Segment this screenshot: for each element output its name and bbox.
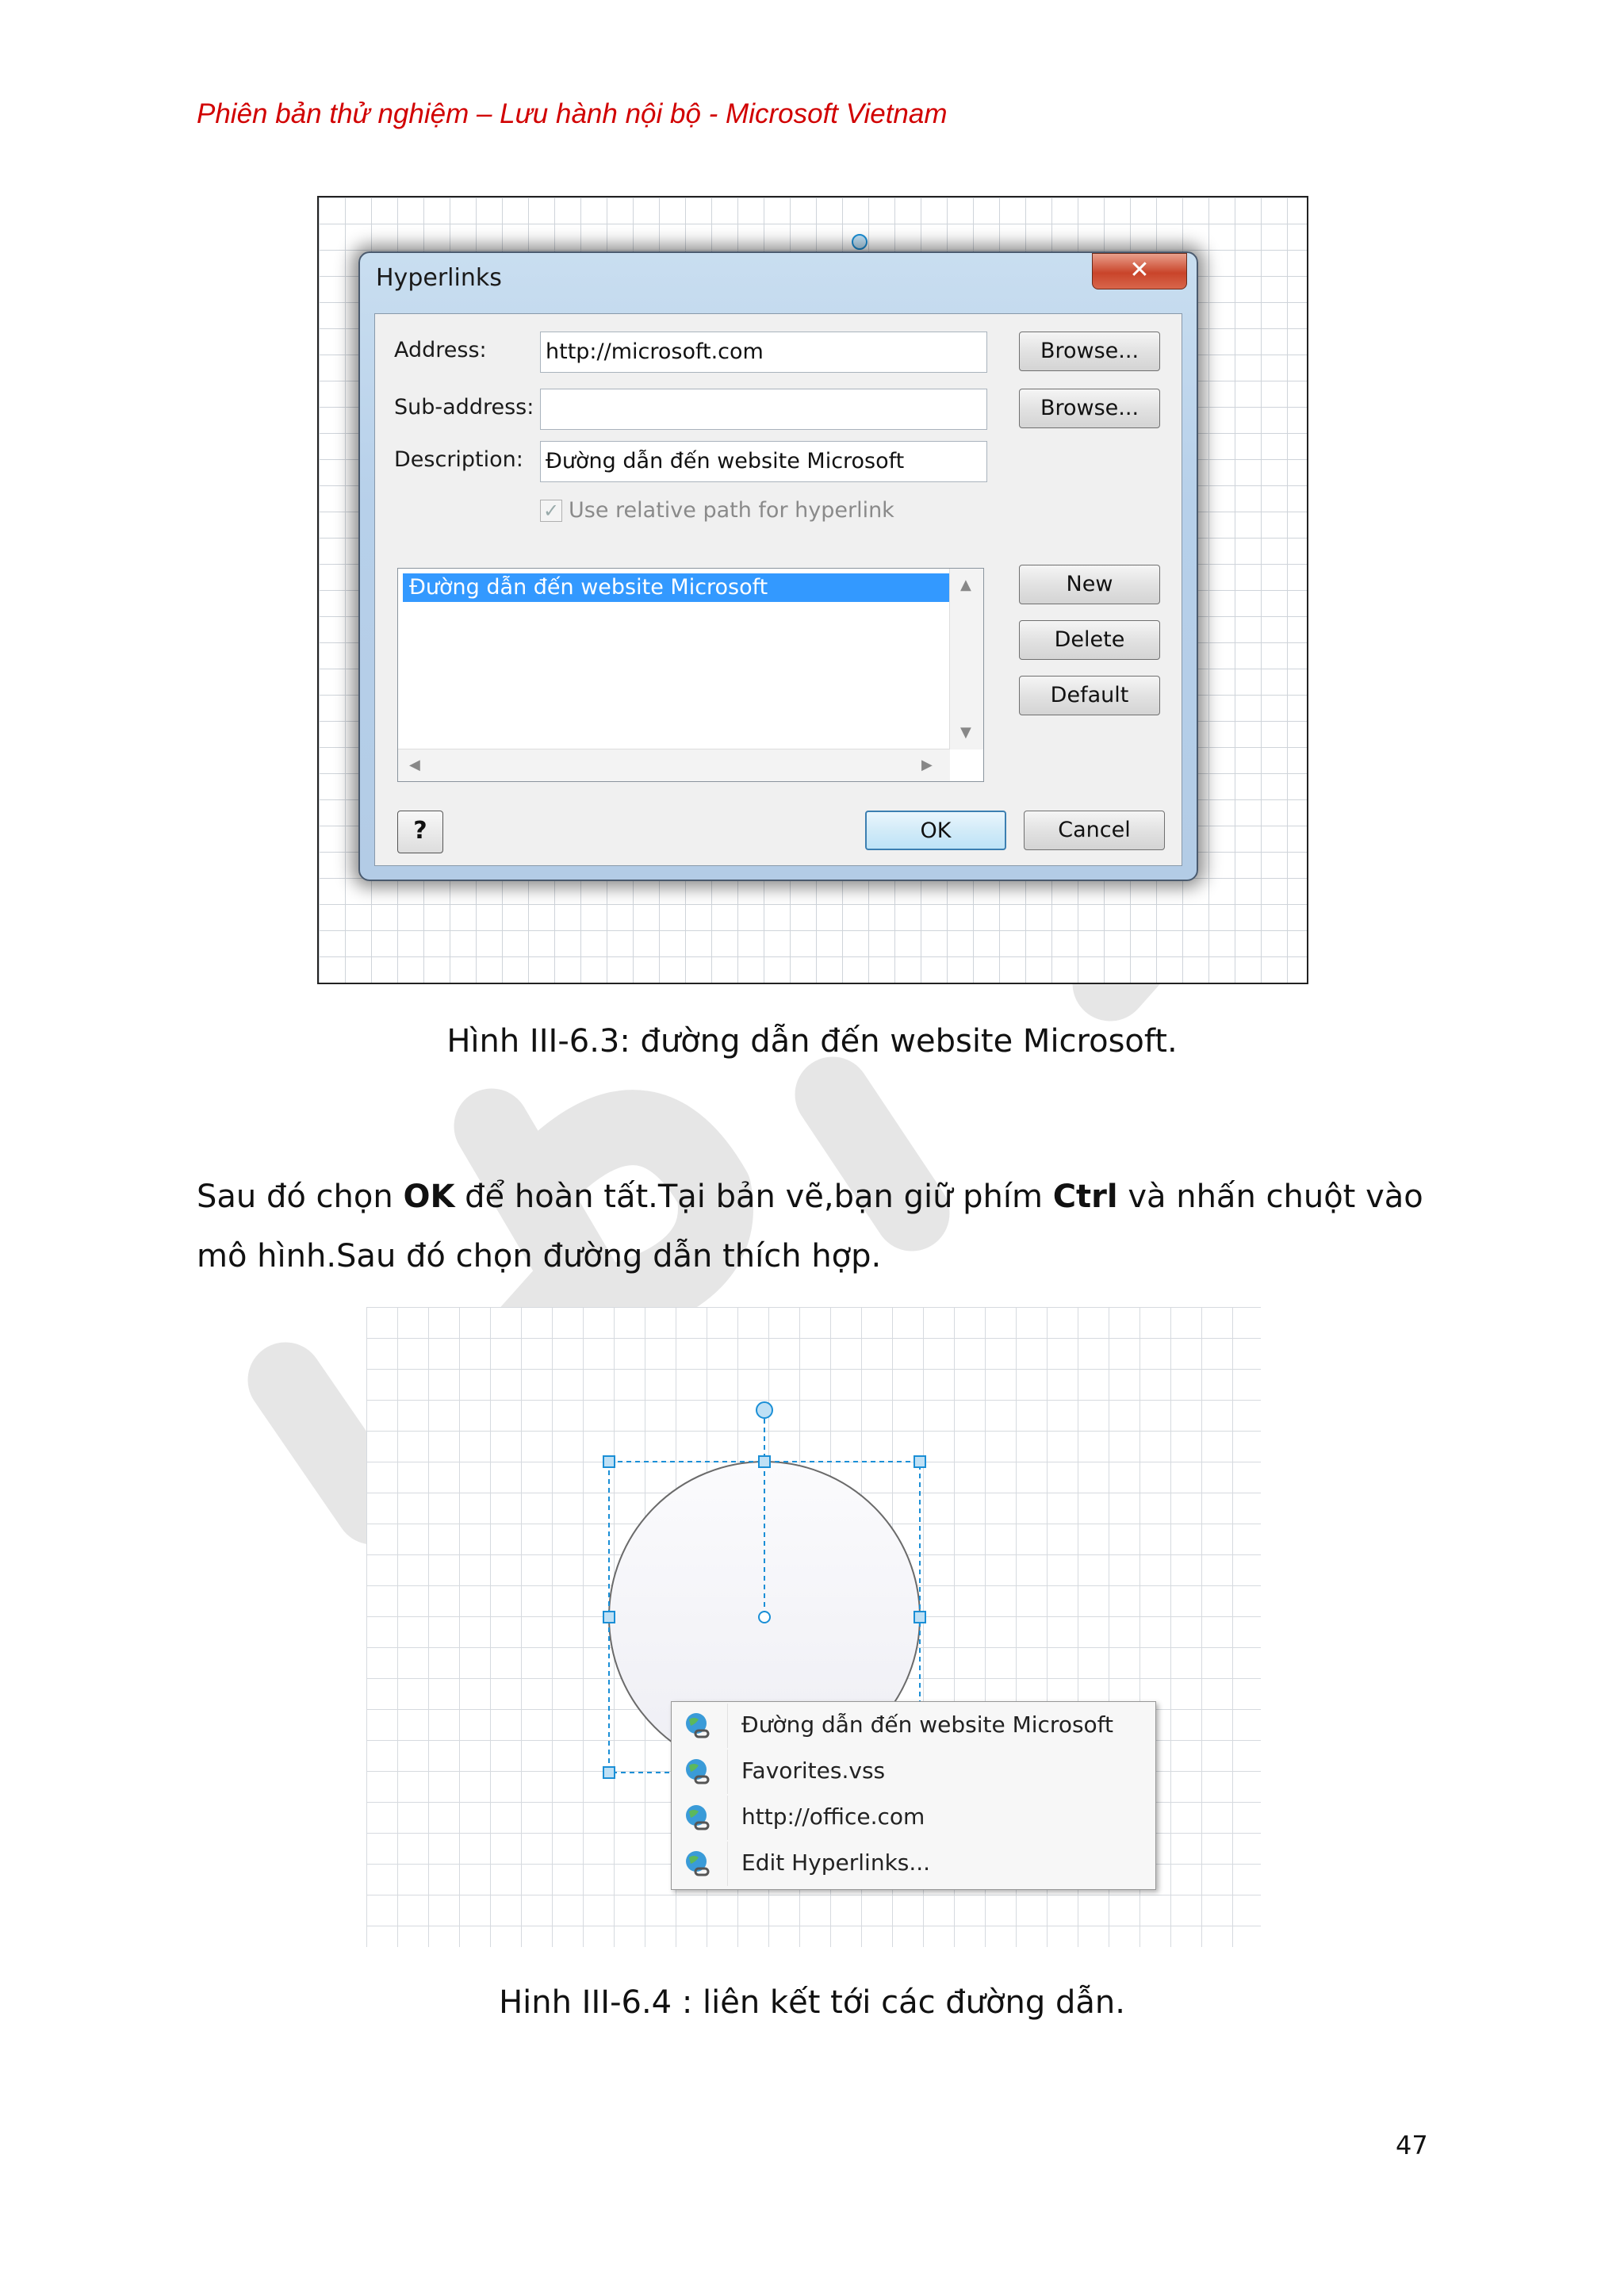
description-input[interactable]: Đường dẫn đến website Microsoft [540, 441, 987, 482]
menu-item-office-link[interactable] [672, 1796, 1155, 1840]
dialog-client-area [374, 313, 1182, 866]
body-paragraph: Sau đó chọn OK để hoàn tất.Tại bản vẽ,bạn giữ phím Ctrl và nhấn chuột vào mô hình.Sau đó chọn đường dẫn thích hợp. [197, 1179, 1423, 1274]
globe-link-icon [683, 1803, 713, 1834]
vertical-scrollbar[interactable] [949, 569, 983, 749]
browse-subaddress-button[interactable]: Browse... [1019, 389, 1160, 428]
scroll-down-icon[interactable]: ▼ [960, 724, 971, 741]
delete-button[interactable]: Delete [1019, 620, 1160, 660]
menu-item-edit-hyperlinks[interactable] [672, 1842, 1155, 1886]
cancel-button[interactable]: Cancel [1024, 811, 1165, 850]
hyperlinks-list[interactable] [397, 568, 984, 782]
list-item[interactable]: Đường dẫn đến website Microsoft [403, 573, 950, 602]
dialog-title: Hyperlinks [376, 264, 502, 292]
menu-item-microsoft-link[interactable] [672, 1704, 1155, 1748]
address-label: Address: [394, 338, 487, 362]
default-button[interactable]: Default [1019, 676, 1160, 715]
menu-item-label: Favorites.vss [741, 1757, 886, 1784]
globe-link-icon [683, 1849, 713, 1880]
figure1-caption: Hình III-6.3: đường dẫn đến website Microsoft. [446, 1023, 1178, 1060]
horizontal-scrollbar[interactable] [398, 749, 950, 781]
menu-item-label: Đường dẫn đến website Microsoft [741, 1711, 1114, 1738]
ok-button[interactable]: OK [865, 811, 1006, 850]
figure-hyperlink-menu [366, 1307, 1261, 1947]
figure2-caption: Hinh III-6.4 : liên kết tới các đường dẫn. [499, 1984, 1125, 2021]
figure-hyperlinks-dialog [317, 196, 1308, 984]
subaddress-input[interactable] [540, 389, 987, 430]
page-header: Phiên bản thử nghiệm – Lưu hành nội bộ - Microsoft Vietnam [197, 98, 948, 129]
relative-path-label: Use relative path for hyperlink [569, 498, 894, 523]
scroll-up-icon[interactable]: ▲ [960, 577, 971, 593]
globe-link-icon [683, 1757, 713, 1788]
menu-item-label: Edit Hyperlinks... [741, 1849, 931, 1876]
browse-address-button[interactable]: Browse... [1019, 332, 1160, 371]
page-number: 47 [1396, 2130, 1428, 2160]
hyperlink-context-menu [671, 1701, 1156, 1890]
address-input[interactable]: http://microsoft.com [540, 332, 987, 373]
menu-item-favorites[interactable] [672, 1750, 1155, 1794]
close-button[interactable]: ✕ [1092, 253, 1187, 289]
hyperlinks-dialog [358, 251, 1198, 881]
scroll-right-icon[interactable]: ▶ [921, 757, 933, 773]
menu-item-label: http://office.com [741, 1803, 925, 1830]
new-button[interactable]: New [1019, 565, 1160, 604]
scroll-left-icon[interactable]: ◀ [409, 757, 420, 773]
description-label: Description: [394, 447, 523, 472]
relative-path-checkbox[interactable]: ✓ [540, 500, 562, 522]
help-icon[interactable]: ? [397, 811, 443, 853]
subaddress-label: Sub-address: [394, 395, 534, 420]
globe-link-icon [683, 1711, 713, 1742]
